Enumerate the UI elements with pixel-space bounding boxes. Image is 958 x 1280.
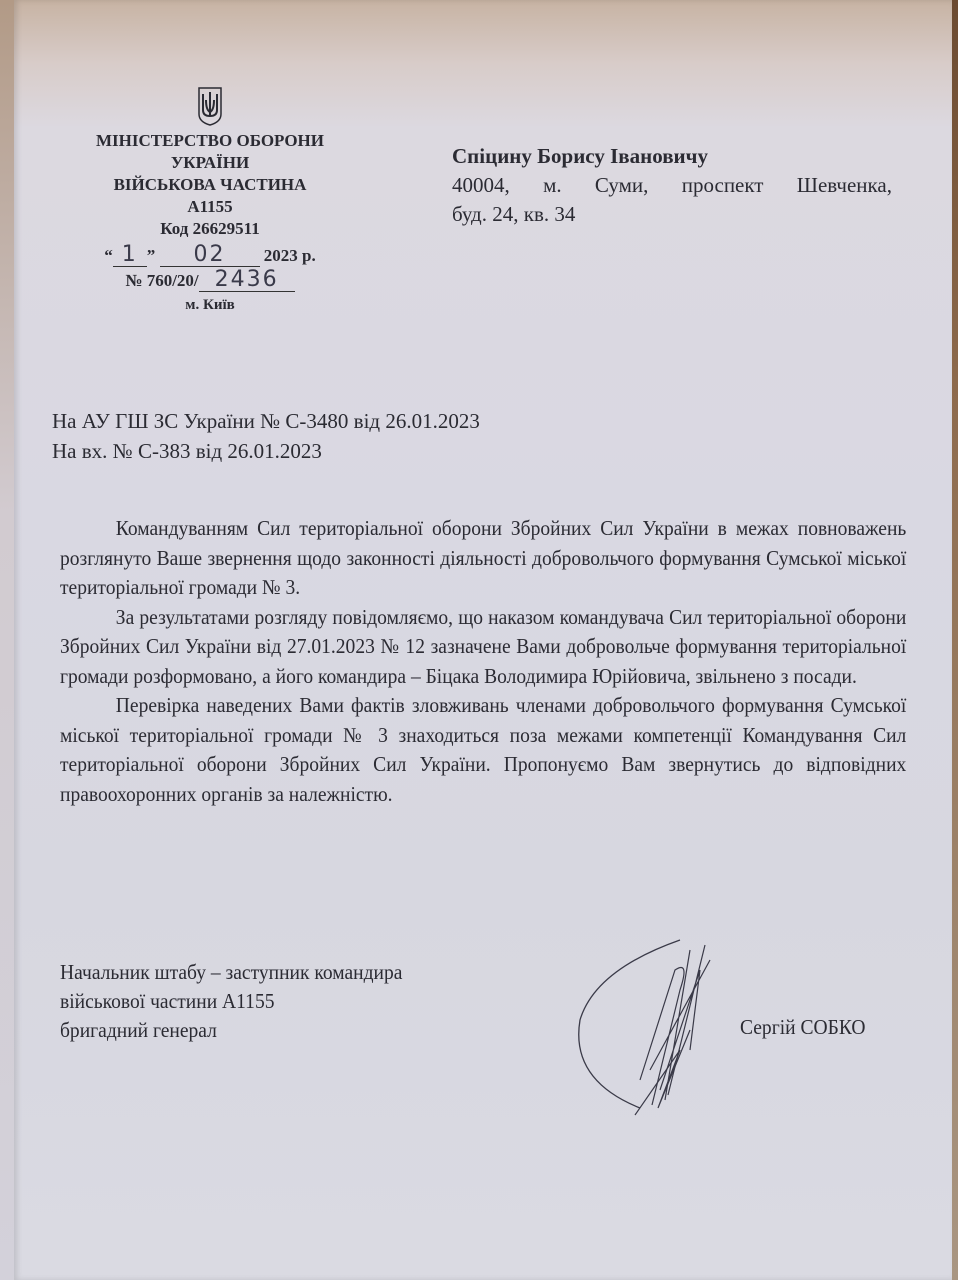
registry-code: Код 26629511 bbox=[160, 219, 260, 238]
unit-line: ВІЙСЬКОВА ЧАСТИНА bbox=[113, 175, 307, 194]
background-surface-left bbox=[0, 0, 14, 1280]
reference-2: На вх. № С-383 від 26.01.2023 bbox=[52, 439, 322, 463]
letterhead bbox=[60, 86, 360, 316]
quote-open: “ bbox=[104, 246, 113, 265]
ministry-line-1: МІНІСТЕРСТВО ОБОРОНИ bbox=[96, 131, 324, 150]
outgoing-number bbox=[60, 269, 360, 292]
recipient-address-line-2: буд. 24, кв. 34 bbox=[452, 202, 576, 226]
paragraph-2: За результатами розгляду повідомляємо, що наказом командувача Сил територіальної оборони Збройних Сил України від 27.01.2023 № 12 зазначене Вами добровольче формування територіальної громади розформовано, а його командира – Біцака Володимира Юрійовича, звільнено з посади. bbox=[60, 604, 907, 688]
unit-code: А1155 bbox=[187, 197, 233, 216]
date-year: 2023 р. bbox=[263, 246, 316, 265]
recipient-address-line-1: 40004, м. Суми, проспект Шевченка, bbox=[452, 173, 892, 197]
paragraph-3: Перевірка наведених Вами фактів зловживань членами добровольчого формування Сумської міської територіальної громади № 3 знаходиться поза межами компетенції Командування Сил територіальної оборони Збройних Сил України. Пропонуємо Вам звернутись до відповідних правоохоронних органів за належністю. bbox=[60, 693, 907, 806]
signature-block bbox=[60, 958, 402, 1045]
number-prefix: № 760/20/ bbox=[125, 271, 199, 290]
number-handwritten: 2436 bbox=[199, 269, 295, 292]
quote-close: ” bbox=[146, 246, 156, 265]
references bbox=[52, 406, 480, 466]
city: м. Київ bbox=[185, 297, 235, 313]
signer-name: Сергій СОБКО bbox=[740, 1015, 866, 1039]
position-line-1: Начальник штабу – заступник командира bbox=[60, 960, 403, 984]
date-month: 02 bbox=[160, 244, 260, 267]
reference-1: На АУ ГШ ЗС України № С-3480 від 26.01.2023 bbox=[52, 409, 480, 433]
letter-date bbox=[60, 244, 360, 267]
ministry-line-2: УКРАЇНИ bbox=[170, 153, 250, 172]
letter-body bbox=[60, 514, 906, 809]
date-day: 1 bbox=[113, 244, 147, 267]
trident-icon bbox=[197, 86, 223, 126]
handwritten-signature bbox=[540, 930, 740, 1120]
paragraph-1: Командуванням Сил територіальної оборони Збройних Сил України в межах повноважень розглянуто Ваше звернення щодо законності діяльності добровольчого формування Сумської міської територіальної громади № 3. bbox=[60, 516, 907, 599]
recipient-name: Спіцину Борису Івановичу bbox=[452, 144, 708, 168]
recipient-block bbox=[452, 142, 892, 229]
position-line-2: військової частини А1155 bbox=[60, 989, 275, 1013]
rank: бригадний генерал bbox=[60, 1018, 217, 1042]
background-surface-right bbox=[952, 0, 958, 1280]
